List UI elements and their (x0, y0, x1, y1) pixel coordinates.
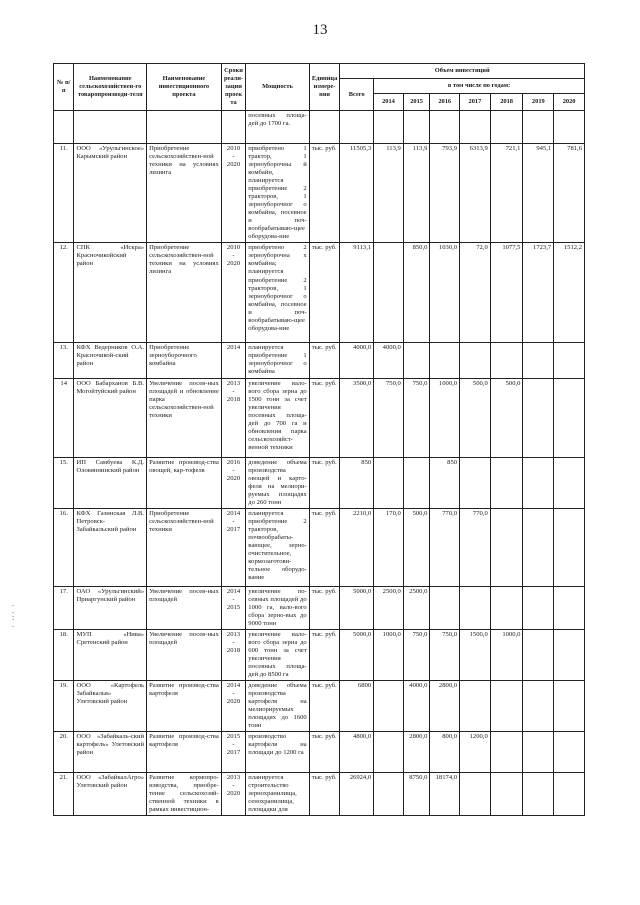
term-start: 2014 (226, 344, 241, 352)
term-start: 2016 (226, 458, 241, 466)
cell-year-2014: 170,0 (374, 508, 404, 586)
table-row (54, 732, 585, 773)
cell-year-2016: 770,0 (430, 508, 460, 586)
cell-year-2017: 1500,0 (460, 629, 491, 680)
cell-year-2015: 2500,0 (403, 586, 430, 629)
cell-num: 11. (54, 144, 74, 243)
cell-year-2015: 113,9 (403, 144, 430, 243)
cell-year-2020 (554, 343, 585, 378)
term-dash: - (232, 252, 235, 260)
cell-year-2016: 793,9 (430, 144, 460, 243)
cell-term (221, 773, 246, 816)
cell-year-2015: 8750,0 (403, 773, 430, 816)
cell-year-2018 (490, 681, 523, 732)
term-dash: - (232, 595, 235, 603)
cell-unit: тыс. руб. (309, 457, 340, 508)
cell-total: 4800,0 (340, 732, 374, 773)
header-investment: Объем инвестиций (340, 64, 585, 79)
cell-total: 3500,0 (340, 378, 374, 457)
term-dash: - (232, 153, 235, 161)
table-row (54, 343, 585, 378)
cell-year-2016: 18174,0 (430, 773, 460, 816)
cell-num: 14 (54, 378, 74, 457)
cell-year-2015: 2800,0 (403, 732, 430, 773)
cell-project: Развитие кормопро-изводства, приобре-тение сельскохозяй-ственной техники в рамках инвестицион- (147, 773, 222, 816)
cell-year-2020 (554, 629, 585, 680)
cell-year-2017 (460, 457, 491, 508)
cell-year-2019 (523, 773, 554, 816)
term-start: 2013 (226, 379, 241, 387)
cell-unit: тыс. руб. (309, 243, 340, 343)
table-row (54, 681, 585, 732)
cell-year-2014: 2500,0 (374, 586, 404, 629)
cell-year-2016: 850 (430, 457, 460, 508)
cell-year-2020: 781,6 (554, 144, 585, 243)
term-dash: - (232, 517, 235, 525)
cell-year-2019 (523, 457, 554, 508)
cell-year-2018: 500,0 (490, 378, 523, 457)
cell-capacity: доведение объема производства овощей и карто-феля на мелиори-руемых площадях до 260 тонн (246, 457, 309, 508)
cell-year-2020 (554, 681, 585, 732)
cell-year-2016: 750,0 (430, 629, 460, 680)
cell-num: 18. (54, 629, 74, 680)
cell-year-2018 (490, 457, 523, 508)
term-start: 2013 (226, 630, 241, 638)
header-producer: Наименование сельскохозяйствен-го товаропроизводи-теля (74, 64, 147, 111)
cell-year-2018: 1077,5 (490, 243, 523, 343)
term-dash: - (232, 782, 235, 790)
cell-total: 2210,0 (340, 508, 374, 586)
cell-producer: СПК «Искра» Красночикойский район (74, 243, 147, 343)
cell-year-2018 (490, 586, 523, 629)
cell-num: 13. (54, 343, 74, 378)
cell-producer: ООО «Забайкаль-ский картофель» Улетовский район (74, 732, 147, 773)
term-start: 2014 (226, 587, 241, 595)
cell-year-2014: 1000,0 (374, 629, 404, 680)
cell-total: 850 (340, 457, 374, 508)
margin-marks: . . : . (12, 599, 15, 629)
cell-year-2014: 750,0 (374, 378, 404, 457)
cell-year-2016: 1000,0 (430, 378, 460, 457)
cell-unit: тыс. руб. (309, 732, 340, 773)
cell-capacity: посевных площа-дей до 1700 га. (246, 111, 309, 144)
cell-unit: тыс. руб. (309, 343, 340, 378)
cell-project: Развитие производ-ства овощей, кар-тофеля (147, 457, 222, 508)
term-end: 2020 (226, 790, 241, 798)
cell-total: 11505,3 (340, 144, 374, 243)
cell-project: Увеличение посев-ных площадей и обновление парка сельскохозяйствен-ной техники (147, 378, 222, 457)
cell-year-2014: 4000,0 (374, 343, 404, 378)
cell-year-2019 (523, 681, 554, 732)
cell-capacity: планируется строительство зернохранилища, сенохранилища, площадки для (246, 773, 309, 816)
cell-producer: ОАО «Урульгинский» Приаргунский район (74, 586, 147, 629)
cell-term (221, 343, 246, 378)
cell-year-2020 (554, 378, 585, 457)
cell-year-2014 (374, 773, 404, 816)
term-start: 2014 (226, 509, 241, 517)
cell-term (221, 243, 246, 343)
cell-producer: ООО «ЗабайкалАгро» Улетовский район (74, 773, 147, 816)
term-start: 2015 (226, 733, 241, 741)
cell-project: Развитие производ-ства картофеля (147, 732, 222, 773)
cell-year-2017 (460, 586, 491, 629)
term-end: 2020 (226, 260, 241, 268)
cell-year-2017 (460, 343, 491, 378)
header-year: 2019 (523, 94, 554, 111)
cell-year-2020 (554, 732, 585, 773)
table-row (54, 457, 585, 508)
cell-term (221, 681, 246, 732)
table-row-continuation (54, 111, 585, 144)
cell-year-2019 (523, 343, 554, 378)
cell-year-2018 (490, 773, 523, 816)
cell-year-2020 (554, 773, 585, 816)
cell-producer: ООО «Урульгинское» Карымский район (74, 144, 147, 243)
cell-year-2015: 750,0 (403, 629, 430, 680)
cell-year-2019 (523, 586, 554, 629)
cell-capacity: доведение объема производства картофеля на мелиорируемых площадях до 1600 тонн (246, 681, 309, 732)
cell-year-2014 (374, 457, 404, 508)
cell-year-2017: 770,0 (460, 508, 491, 586)
term-end: 2015 (226, 603, 241, 611)
cell-year-2020 (554, 508, 585, 586)
cell-capacity: планируется приобретение 1 зерноуборочног о комбайна (246, 343, 309, 378)
term-end: 2018 (226, 646, 241, 654)
cell-year-2018 (490, 343, 523, 378)
cell-year-2019 (523, 378, 554, 457)
cell-total: 9113,1 (340, 243, 374, 343)
cell-total: 5000,0 (340, 586, 374, 629)
cell-year-2017 (460, 773, 491, 816)
cell-num: 19. (54, 681, 74, 732)
cell-year-2019: 945,1 (523, 144, 554, 243)
term-end: 2020 (226, 474, 241, 482)
cell-term (221, 629, 246, 680)
term-end: 2020 (226, 698, 241, 706)
cell-project: Приобретение сельскохозяйствен-ной техники (147, 508, 222, 586)
cell-producer: КФХ Газинская Л.В. Петровск-Забайкальский район (74, 508, 147, 586)
cell-capacity: приобретено 1 трактор, 1 зерноуборочны й комбайн, планируется приобретение 2 тракторов, 1 зерноуборочног о комбайна, посевное и поч-вообрабатываю-щее оборудова-ние (246, 144, 309, 243)
cell-producer: ООО Бабарханов Б.В. Могойтуйский район (74, 378, 147, 457)
cell-year-2018 (490, 732, 523, 773)
cell-capacity: планируется приобретение 2 тракторов, почвообрабаты-вающее, зерно-очистительное, кормозаготови-тельное оборудо-вание (246, 508, 309, 586)
cell-total: 26924,0 (340, 773, 374, 816)
cell-year-2019: 1723,7 (523, 243, 554, 343)
cell-capacity: увеличение вало-вого сбора зерна до 1500 тонн за счет увеличения посевных площа-дей до 700 га и обновления парка сельскохозяйст-венной техники (246, 378, 309, 457)
header-capacity: Мощность (246, 64, 309, 111)
table-row (54, 508, 585, 586)
page-number: 13 (312, 22, 328, 38)
cell-term (221, 586, 246, 629)
header-year: 2020 (554, 94, 585, 111)
cell-term (221, 378, 246, 457)
cell-year-2015: 750,0 (403, 378, 430, 457)
cell-year-2017: 1200,0 (460, 732, 491, 773)
cell-year-2020 (554, 586, 585, 629)
header-year: 2015 (403, 94, 430, 111)
cell-num: 12. (54, 243, 74, 343)
cell-project: Развитие производ-ства картофеля (147, 681, 222, 732)
cell-total: 6800 (340, 681, 374, 732)
cell-year-2016: 1030,0 (430, 243, 460, 343)
term-dash: - (232, 741, 235, 749)
cell-year-2014 (374, 681, 404, 732)
header-year: 2014 (374, 94, 404, 111)
term-dash: - (232, 638, 235, 646)
term-end: 2018 (226, 395, 241, 403)
cell-unit: тыс. руб. (309, 378, 340, 457)
table-row (54, 378, 585, 457)
cell-producer: ООО «Картофель Забайкалья» Улетовский район (74, 681, 147, 732)
cell-year-2019 (523, 732, 554, 773)
cell-year-2020: 1512,2 (554, 243, 585, 343)
term-start: 2010 (226, 145, 241, 152)
header-num: № п/п (54, 64, 74, 111)
cell-unit: тыс. руб. (309, 144, 340, 243)
header-terms: Сроки реали-зации проекта (221, 64, 246, 111)
cell-year-2017: 500,0 (460, 378, 491, 457)
cell-year-2018: 1000,0 (490, 629, 523, 680)
cell-year-2014 (374, 243, 404, 343)
cell-year-2016: 800,0 (430, 732, 460, 773)
cell-producer: ИП Самбуева К.Д. Оловяннинский район (74, 457, 147, 508)
cell-term (221, 732, 246, 773)
cell-unit: тыс. руб. (309, 629, 340, 680)
cell-capacity: приобретено 2 зерноуборочна х комбайна; планируется приобретение 2 тракторов, 1 зерноуборочног о комбайна, посевное и поч-вообрабатываю-щее оборудова-ние (246, 243, 309, 343)
investment-table (53, 63, 585, 816)
cell-year-2018 (490, 508, 523, 586)
header-year: 2018 (490, 94, 523, 111)
term-end: 2017 (226, 525, 241, 533)
cell-producer: МУП «Нива» Сретенский район (74, 629, 147, 680)
table-row (54, 144, 585, 243)
cell-year-2019 (523, 629, 554, 680)
cell-year-2015: 500,0 (403, 508, 430, 586)
cell-year-2015: 4000,0 (403, 681, 430, 732)
cell-num: 15. (54, 457, 74, 508)
term-end: 2020 (226, 161, 241, 169)
cell-project: Увеличение посев-ных площадей (147, 629, 222, 680)
cell-year-2016 (430, 343, 460, 378)
header-unit: Единица измере-ния (309, 64, 340, 111)
header-project: Наименование инвестиционного проекта (147, 64, 222, 111)
header-year: 2017 (460, 94, 491, 111)
cell-year-2016 (430, 586, 460, 629)
cell-year-2018: 721,1 (490, 144, 523, 243)
term-dash: - (232, 690, 235, 698)
cell-total: 4000,0 (340, 343, 374, 378)
cell-capacity: увеличение по-севных площадей до 1000 га, вало-вого сбора зерно-вых до 9000 тонн (246, 586, 309, 629)
cell-unit: тыс. руб. (309, 681, 340, 732)
cell-year-2015 (403, 457, 430, 508)
table-row (54, 629, 585, 680)
table-row (54, 243, 585, 343)
cell-total: 5000,0 (340, 629, 374, 680)
cell-year-2014 (374, 732, 404, 773)
cell-unit: тыс. руб. (309, 586, 340, 629)
term-dash: - (232, 466, 235, 474)
cell-num: 16. (54, 508, 74, 586)
term-start: 2013 (226, 774, 241, 782)
cell-year-2017 (460, 681, 491, 732)
cell-year-2017: 6313,9 (460, 144, 491, 243)
cell-project: Приобретение сельскохозяйствен-ной техники на условиях лизинга (147, 144, 222, 243)
cell-year-2015: 850,0 (403, 243, 430, 343)
cell-year-2014: 113,9 (374, 144, 404, 243)
cell-term (221, 144, 246, 243)
term-end: 2017 (226, 749, 241, 757)
cell-project: Увеличение посев-ных площадей (147, 586, 222, 629)
header-year: 2016 (430, 94, 460, 111)
term-dash: - (232, 387, 235, 395)
cell-term (221, 508, 246, 586)
cell-project: Приобретение сельскохозяйствен-ной техники на условиях лизинга (147, 243, 222, 343)
term-start: 2014 (226, 682, 241, 690)
header-by-years: в том числе по годам: (374, 79, 585, 94)
cell-num: 17. (54, 586, 74, 629)
cell-producer: КФХ Ведерников О.А. Красночикой-ский район (74, 343, 147, 378)
cell-capacity: увеличение вало-вого сбора зерна до 600 тонн за счет увеличения посевных площа-дей до 8500 га (246, 629, 309, 680)
cell-unit: тыс. руб. (309, 773, 340, 816)
cell-capacity: производство картофеля на площади до 1200 га (246, 732, 309, 773)
cell-unit: тыс. руб. (309, 508, 340, 586)
cell-year-2019 (523, 508, 554, 586)
header-total: Всего (340, 79, 374, 111)
cell-year-2017: 72,0 (460, 243, 491, 343)
term-start: 2010 (226, 244, 241, 252)
cell-num: 21. (54, 773, 74, 816)
cell-term (221, 457, 246, 508)
cell-year-2020 (554, 457, 585, 508)
table-row (54, 586, 585, 629)
cell-year-2016: 2800,0 (430, 681, 460, 732)
cell-project: Приобретение зерноуборочного комбайна (147, 343, 222, 378)
cell-year-2015 (403, 343, 430, 378)
cell-num: 20. (54, 732, 74, 773)
table-row (54, 773, 585, 816)
